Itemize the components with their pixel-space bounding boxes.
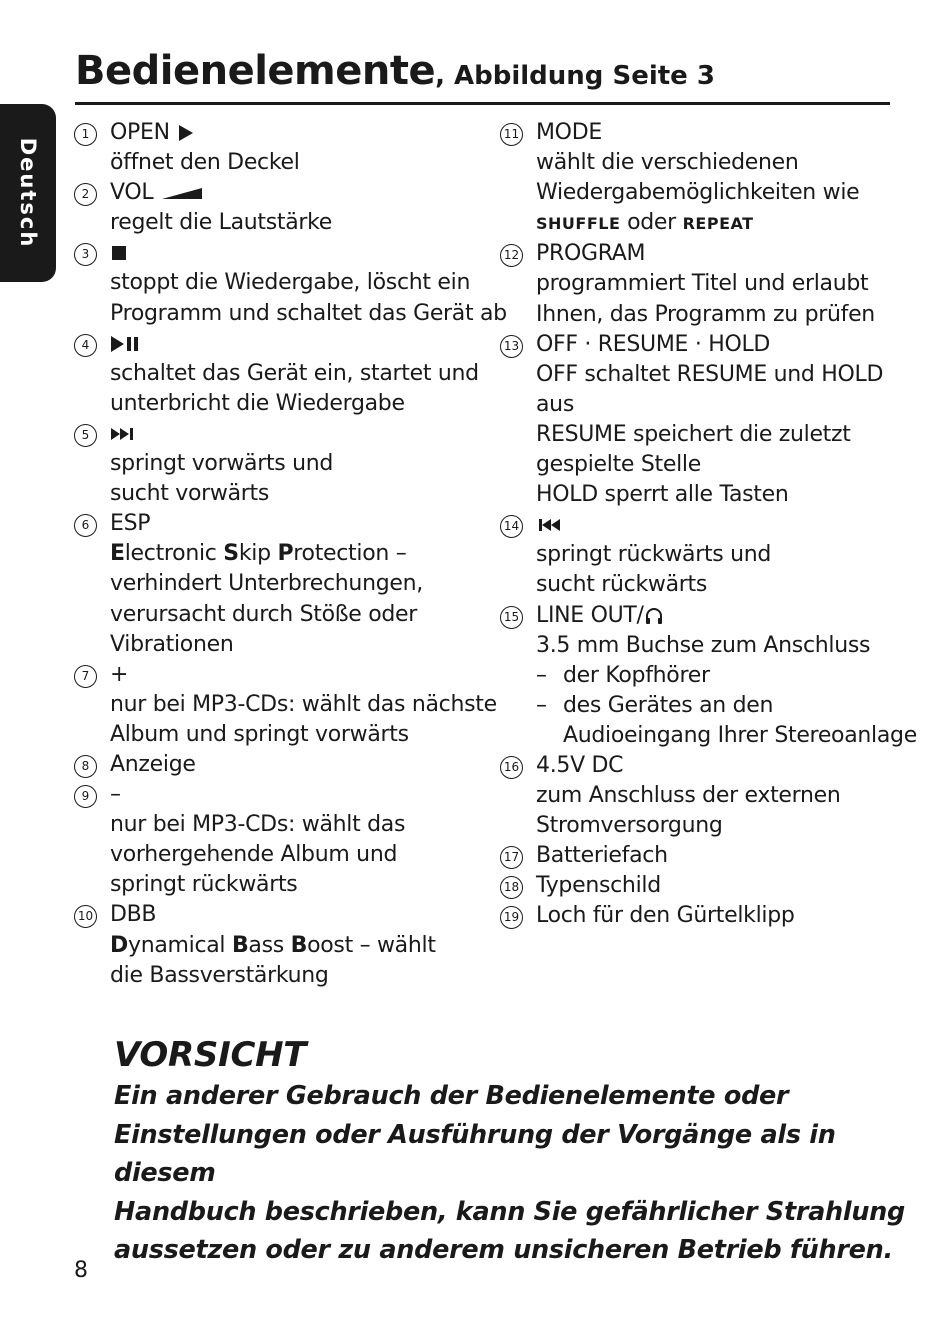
item-4 [74, 329, 489, 419]
item-number: 3 [74, 243, 97, 266]
item-label: 4.5V DC [536, 752, 624, 778]
item-number: 1 [74, 123, 97, 146]
item-number: 4 [74, 334, 97, 357]
item-number: 19 [500, 906, 523, 929]
item-description: Ihnen, das Programm zu prüfen [536, 301, 875, 327]
item-sub-bullet: – der Kopfhörer [536, 662, 710, 688]
item-description: sucht vorwärts [110, 481, 269, 507]
item-description: programmiert Titel und erlaubt [536, 271, 869, 297]
item-number: 12 [500, 244, 523, 267]
item-description: springt rückwärts und [536, 542, 772, 568]
volume-wedge-icon [160, 186, 204, 200]
item-number: 14 [500, 515, 523, 538]
item-description: Album und springt vorwärts [110, 721, 409, 747]
item-description: Stromversorgung [536, 813, 723, 839]
item-label: OPEN [110, 120, 170, 145]
left-column [74, 118, 507, 991]
item-description: unterbricht die Wiedergabe [110, 390, 405, 416]
page-title: Bedienelemente [75, 48, 436, 94]
item-description: vorhergehende Album und [110, 842, 398, 868]
item-description: schaltet das Gerät ein, startet und [110, 360, 479, 386]
item-7 [74, 660, 497, 750]
item-description: aus [536, 391, 574, 417]
language-tab-label: Deutsch [16, 137, 40, 249]
play-triangle-icon [176, 124, 196, 142]
item-3 [74, 238, 507, 328]
right-column [500, 118, 940, 932]
warning-box [114, 1033, 914, 1270]
item-12 [500, 239, 940, 329]
skip-back-icon [536, 518, 564, 532]
item-15 [500, 601, 940, 751]
item-16 [500, 751, 940, 841]
item-number: 15 [500, 606, 523, 629]
item-18 [500, 871, 940, 901]
item-label: ESP [110, 511, 151, 537]
item-description: OFF schaltet RESUME und HOLD [536, 361, 884, 387]
item-number: 8 [74, 755, 97, 778]
item-description: wählt die verschiedenen [536, 150, 799, 176]
item-number: 6 [74, 514, 97, 537]
item-label: PROGRAM [536, 241, 646, 267]
page-number: 8 [74, 1258, 88, 1283]
item-9 [74, 780, 489, 900]
item-description: Vibrationen [110, 631, 234, 657]
language-tab [0, 104, 56, 282]
warning-text: Ein anderer Gebrauch der Bedienelemente oder Einstellungen oder Ausführung der Vorgänge als in diesem Handbuch beschrieben, kann Sie gefährlicher Strahlung aussetzen oder zu anderem unsicheren Betrieb führen. [114, 1081, 905, 1265]
item-number: 11 [500, 123, 523, 146]
item-label: LINE OUT/ [536, 602, 644, 628]
item-17 [500, 841, 940, 871]
item-label: Typenschild [536, 873, 661, 899]
item-number: 10 [74, 905, 97, 928]
item-11 [500, 118, 940, 239]
item-number: 9 [74, 785, 97, 808]
item-number: 13 [500, 335, 523, 358]
item-1 [74, 118, 489, 178]
item-label: DBB [110, 902, 157, 928]
item-description: zum Anschluss der externen [536, 783, 841, 809]
item-label: Loch für den Gürtelklipp [536, 903, 795, 929]
headphones-icon [644, 606, 664, 626]
item-description: sucht rückwärts [536, 572, 707, 598]
item-description: springt rückwärts [110, 872, 298, 898]
page-subtitle: , Abbildung Seite 3 [435, 61, 715, 91]
stop-icon [110, 244, 128, 262]
item-label: OFF · RESUME · HOLD [536, 331, 771, 357]
skip-forward-icon [110, 427, 138, 441]
item-19 [500, 901, 940, 931]
item-number: 18 [500, 876, 523, 899]
item-description: SHUFFLE oder REPEAT [536, 210, 754, 236]
item-label: – [110, 782, 121, 808]
item-description: die Bassverstärkung [110, 962, 329, 988]
item-description: Electronic Skip Protection – [110, 541, 407, 567]
item-description: stoppt die Wiedergabe, löscht ein [110, 270, 471, 296]
item-sub-bullet-cont: Audioeingang Ihrer Stereoanlage [563, 722, 917, 748]
item-description: RESUME speichert die zuletzt [536, 421, 851, 447]
item-number: 2 [74, 183, 97, 206]
item-label: Anzeige [110, 751, 196, 777]
item-description: nur bei MP3-CDs: wählt das [110, 812, 406, 838]
item-label: VOL [110, 180, 154, 206]
item-description: Wiedergabemöglichkeiten wie [536, 180, 860, 206]
item-label: MODE [536, 120, 602, 145]
item-sub-bullet: – des Gerätes an den [536, 692, 774, 718]
play-pause-icon [110, 335, 142, 353]
item-13 [500, 330, 940, 511]
item-description: Programm und schaltet das Gerät ab [110, 300, 507, 326]
item-description: verursacht durch Stöße oder [110, 601, 418, 627]
item-8 [74, 750, 489, 780]
page-header [75, 48, 890, 105]
item-14 [500, 510, 940, 600]
item-description: HOLD sperrt alle Tasten [536, 482, 789, 508]
item-5 [74, 419, 489, 509]
item-6 [74, 509, 489, 659]
item-number: 7 [74, 665, 97, 688]
item-description: nur bei MP3-CDs: wählt das nächste [110, 691, 497, 717]
item-number: 5 [74, 424, 97, 447]
warning-title: VORSICHT [114, 1035, 307, 1075]
item-number: 16 [500, 756, 523, 779]
item-description: Dynamical Bass Boost – wählt [110, 932, 436, 958]
item-description: regelt die Lautstärke [110, 210, 333, 236]
item-10 [74, 900, 489, 990]
item-description: verhindert Unterbrechungen, [110, 571, 423, 597]
item-description: springt vorwärts und [110, 451, 334, 477]
item-label: Batteriefach [536, 843, 668, 869]
item-2 [74, 178, 489, 238]
item-description: gespielte Stelle [536, 452, 701, 478]
item-description: öffnet den Deckel [110, 150, 300, 176]
item-description: 3.5 mm Buchse zum Anschluss [536, 632, 871, 658]
item-number: 17 [500, 846, 523, 869]
item-label: + [110, 661, 129, 687]
